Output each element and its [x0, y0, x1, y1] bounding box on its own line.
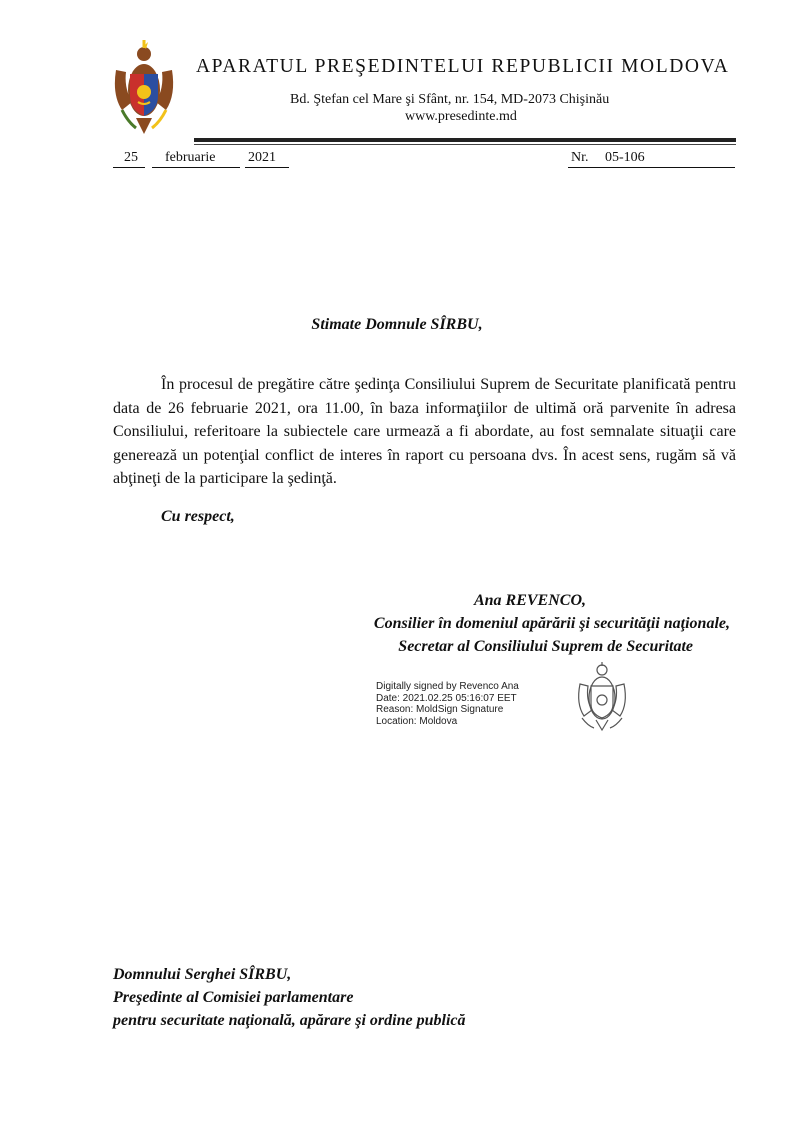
- reference-number: 05-106: [605, 150, 645, 165]
- digital-signature-location: Location: Moldova: [376, 715, 458, 727]
- addressee-title: Preşedinte al Comisiei parlamentare: [113, 989, 354, 1006]
- signature-stamp-icon: [572, 660, 632, 732]
- reference-year-line: [245, 167, 289, 168]
- organization-website: www.presedinte.md: [405, 109, 517, 124]
- header-divider-thin: [194, 144, 736, 145]
- salutation: Stimate Domnule SÎRBU,: [311, 316, 483, 333]
- organization-title: APARATUL PREŞEDINTELUI REPUBLICII MOLDOVA: [196, 56, 730, 77]
- digital-signature: [376, 681, 519, 727]
- signatory-title-1: Consilier în domeniul apărării şi securităţii naţionale,: [373, 615, 730, 632]
- organization-address: Bd. Ştefan cel Mare şi Sfânt, nr. 154, MD-2073 Chişinău: [290, 92, 610, 107]
- signatory-title-2: Secretar al Consiliului Suprem de Securitate: [398, 638, 693, 655]
- addressee-committee: pentru securitate naţională, apărare şi ordine publică: [113, 1012, 466, 1029]
- signatory-name: Ana REVENCO,: [473, 592, 586, 609]
- reference-month-line: [152, 167, 240, 168]
- reference-number-line: [568, 167, 735, 168]
- addressee-name: Domnului Serghei SÎRBU,: [113, 966, 292, 983]
- reference-month: februarie: [165, 150, 216, 165]
- reference-year: 2021: [248, 150, 276, 165]
- digital-signature-reason: Reason: MoldSign Signature: [376, 704, 504, 715]
- digital-signature-signer: Digitally signed by Revenco Ana: [376, 681, 519, 692]
- letter-body: În procesul de pregătire către şedinţa Consiliului Suprem de Securitate planificată pentru data de 26 februarie 2021, ora 11.00, în baza informaţiilor de ultimă oră parvenite în adresa Consiliului, referitoare la subiectele care urmează a fi abordate, au fost semnalate situaţii care generează un potenţial conflict de interes în raport cu persoana dvs. În acest sens, rugăm să vă abţineţi de la participare la şedinţă.: [113, 376, 736, 487]
- reference-day: 25: [124, 150, 138, 165]
- header-divider: [194, 138, 736, 142]
- coat-of-arms-icon: [108, 40, 180, 136]
- reference-day-line: [113, 167, 145, 168]
- reference-number-label: Nr.: [571, 150, 589, 165]
- closing: Cu respect,: [161, 508, 235, 525]
- digital-signature-date: Date: 2021.02.25 05:16:07 EET: [376, 692, 517, 704]
